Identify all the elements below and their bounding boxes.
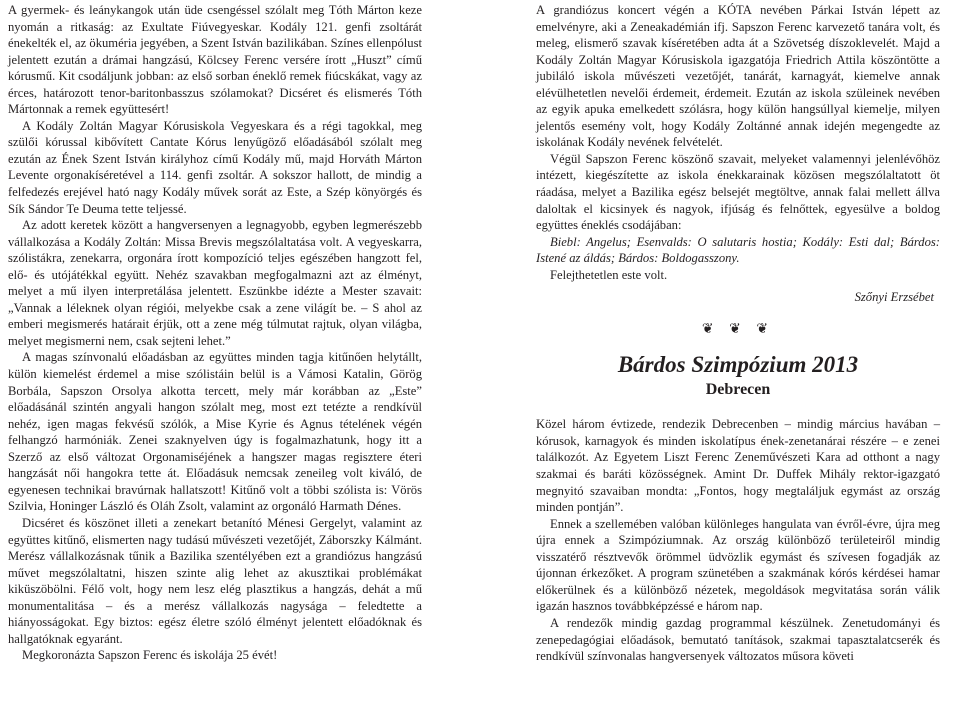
paragraph: A rendezők mindig gazdag programmal készülnek. Zenetudományi és zenepedagógiai előadások, bemutató tanítások, szakmai tapasztalatcserék és rendkívül színvonalas hangversenyek változatos műsora követi: [536, 615, 940, 664]
paragraph: A Kodály Zoltán Magyar Kórusiskola Vegyeskara és a régi tagokkal, meg szülői kórussal kibővített Cantate Kórus lenyűgöző előadásából szólalt meg ezután az Ének Szent István királyhoz című Kodály mű, majd Horváth Márton Levente orgonakíséretével a 114. genfi zsoltár. A sokszor hallott, de mindig a felfedezés erejével ható nagy Kodály művek sorát az Este, a Szép könyörgés és Sík Sándor Te Deuma tette teljessé.: [8, 118, 422, 216]
paragraph: Közel három évtizede, rendezik Debrecenben – mindig március havában – kórusok, karnagyok és minden iskolatípus ének-zenetanárai részére – e zenei találkozót. Az Egyetem Liszt Ferenc Zeneművészeti Kara ad otthont a nagy szakmai és baráti közösségnek. Amint Dr. Duffek Mihály rektor-igazgató megnyitó szavaiban mondta: „Fontos, hogy megtaláljuk egymást az ország minden pontján”.: [536, 417, 940, 515]
ornament-icon: ❦ ❦ ❦: [701, 321, 775, 337]
article-title: Bárdos Szimpózium 2013: [617, 352, 859, 378]
paragraph: Dicséret és köszönet illeti a zenekart betanító Ménesi Gergelyt, valamint az együttes kitűnő, elismerten nagy tudású művészeti vezetőjét, Záborszky Kálmánt. Merész vállalkozásnak tűnik a Bazilika szentélyében ezt a grandiózus hangzású művet megszólaltatni, hiszen szinte alig lehet az akusztikai problémákat kiküszöbölni. Félő volt, hogy nem lesz elég plasztikus a hangzás, dehát a mű monumentalitása – és a merész vállalkozás nagysága – feledtette a hiányosságokat. Egy biztos: egész életre szóló élményt jelentett előadóknak és hallgatóknak egyaránt.: [8, 515, 422, 646]
paragraph: Ennek a szellemében valóban különleges hangulata van évről-évre, újra meg újra ennek a Szimpóziumnak. Az ország különböző területeiről mindig visszatérő résztvevők örömmel üdvözlik egymást és szívesen fogadják az újonnan érkezőket. A program szünetében a szakmának kórós kérdései hamar előkerülnek és a különböző nézetek, megoldások megvitatása során válik igazán hasznos továbbképzéssé e három nap.: [536, 516, 940, 614]
article-subtitle: Debrecen: [705, 381, 771, 399]
program-list: Biebl: Angelus; Esenvalds: O salutaris hostia; Kodály: Esti dal; Bárdos: Istené az áldás; Bárdos: Boldogasszony.: [536, 234, 940, 266]
paragraph: Felejthetetlen este volt.: [550, 267, 668, 282]
left-text-column: [8, 2, 422, 664]
paragraph: A gyermek- és leánykangok után üde csengéssel szólalt meg Tóth Márton keze nyomán a ritkaság: az Exultate Fiúvegyeskar. Kodály 121. genfi zsoltárát énekelték el, az ökuméria jegyében, a Szent István bazilikában. Színes ellenpólust jelentett ezután a drámai hangzású, Kölcsey Ferenc versére írott „Huszt” című kórusmű. Kit csodáljunk jobban: az első sorban éneklő remek fiúcskákat, vagy az érces, határozott tenor-baritonbasszus szólamokat? Dicséret és elismerés Tóth Mártonnak a remek együttesért!: [8, 3, 422, 117]
paragraph: A magas színvonalú előadásban az együttes minden tagja kitűnően helytállt, külön kiemelést érdemel a mise szólistáin belül is a Vámosi Katalin, Görög Borbála, Sapszon Orsolya alkotta tercett, mely már korábban az „Este” előadásánál szintén angyali hangon szólalt meg, most ezt tetézte a rendkívül nehéz, igen magas fekvésű szólók, a Mise Kyrie és Agnus tételének végén felhangzó harmóniák. Zenei szaknyelven úgy is fogalmazhatunk, hogy itt a Szerző az első változat Orgonamiséjének a hangszer magas regisztere éteri hangzását női hangokra tette át. Előadásuk nemcsak zeneileg volt kiváló, de egyenesen technikai bravúrnak hallatszott! Kitűnő volt a többi szólista is: Vörös Szilvia, Honinger László és Oláh Zsolt, valamint az orgonáló Harmath Dénes.: [8, 350, 422, 514]
right-text-column: [536, 2, 940, 665]
author-signature: Szőnyi Erzsébet: [854, 290, 934, 305]
paragraph: Végül Sapszon Ferenc köszönő szavait, melyeket valamennyi jelenlévőhöz intézett, kiegészítette az iskola énekkarainak közösen megszólaltatott öt ráadása, melyet a Bazilika egész belsejét megtöltve, annak falai mellett állva daloltak el kicsinyek és nagyok, ifjúság és felnőttek, egyesülve a boldog együttes éneklés csodájában:: [536, 151, 940, 233]
paragraph: Az adott keretek között a hangversenyen a legnagyobb, egyben legmerészebb vállalkozása a Kodály Zoltán: Missa Brevis megszólaltatása volt. A vegyeskarra, szólistákra, zenekarra, orgonára írott kompozíció teljes egészében hangzott fel, elő- és utójátékkal együtt. Nehéz szavakban megfogalmazni azt az élményt, melyet a mű ilyen interpretálása jelentett. Eszünkbe idézte a Mester szavait: „Vannak a léleknek olyan régiói, melyekbe csak a zene világít be. – S ahol az emberi megismerés határait érjük, ott a zene még túlmutat rajtuk, olyan világba, melyet megismerni nem, csak sejteni lehet.”: [8, 218, 422, 348]
paragraph: A grandiózus koncert végén a KÓTA nevében Párkai István lépett az emelvényre, aki a Zeneakadémián ifj. Sapszon Ferenc karvezető tanára volt, és meleg, elismerő szavak kíséretében adta át a Szövetség díszoklevelét. Majd a Kodály Zoltán Magyar Kórusiskola igazgatója Friedrich Attila köszöntötte a jubiláló iskola művészeti vezetőjét, tanárát, karnagyát, kiemelve annak elévülhetetlen nevelői érdemeit, érdemeit. Ezután az iskola szüleinek nevében az egyik apuka emelkedett szólásra, hogy külön hangsúllyal kiemelje, milyen jelentős esemény volt, hogy Kodály Zoltánné annak idején megengedte az iskolának Kodály nevének felvételét.: [536, 3, 940, 150]
paragraph: Megkoronázta Sapszon Ferenc és iskolája 25 évét!: [22, 648, 278, 663]
